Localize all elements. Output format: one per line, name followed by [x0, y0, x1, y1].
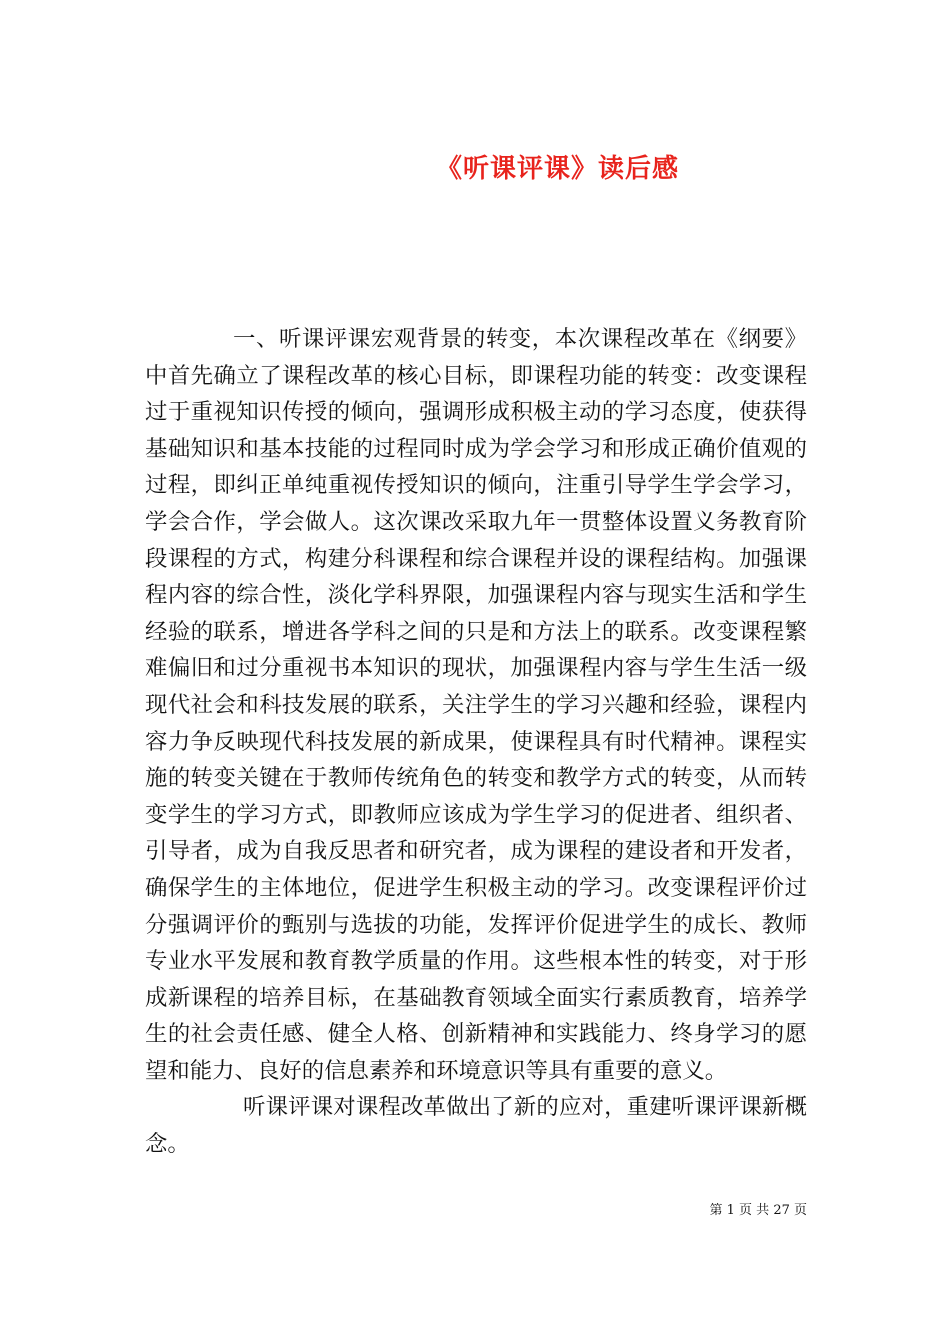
paragraph-2: 听课评课对课程改革做出了新的应对，重建听课评课新概念。: [145, 1094, 807, 1158]
page-number-footer: 第 1 页 共 27 页: [709, 1203, 807, 1218]
page-title: 《听课评课》读后感: [435, 154, 679, 185]
paragraph-1: 一、听课评课宏观背景的转变，本次课程改革在《纲要》中首先确立了课程改革的核心目标，即课程功能的转变：改变课程过于重视知识传授的倾向，强调形成积极主动的学习态度，使获得基础知识和基本技能的过程同时成为学会学习和形成正确价值观的过程，即纠正单纯重视传授知识的倾向，注重引导学生学会学习，学会合作，学会做人。这次课改采取九年一贯整体设置义务教育阶段课程的方式，构建分科课程和综合课程并设的课程结构。加强课程内容的综合性，淡化学科界限，加强课程内容与现实生活和学生经验的联系，增进各学科之间的只是和方法上的联系。改变课程繁难偏旧和过分重视书本知识的现状，加强课程内容与学生生活一级现代社会和科技发展的联系，关注学生的学习兴趣和经验，课程内容力争反映现代科技发展的新成果，使课程具有时代精神。课程实施的转变关键在于教师传统角色的转变和教学方式的转变，从而转变学生的学习方式，即教师应该成为学生学习的促进者、组织者、引导者，成为自我反思者和研究者，成为课程的建设者和开发者，确保学生的主体地位，促进学生积极主动的学习。改变课程评价过分强调评价的甄别与选拔的功能，发挥评价促进学生的成长、教师专业水平发展和教育教学质量的作用。这些根本性的转变，对于形成新课程的培养目标，在基础教育领域全面实行素质教育，培养学生的社会责任感、健全人格、创新精神和实践能力、终身学习的愿望和能力、良好的信息素养和环境意识等具有重要的意义。: [145, 326, 807, 1084]
document-body: [145, 321, 807, 1163]
